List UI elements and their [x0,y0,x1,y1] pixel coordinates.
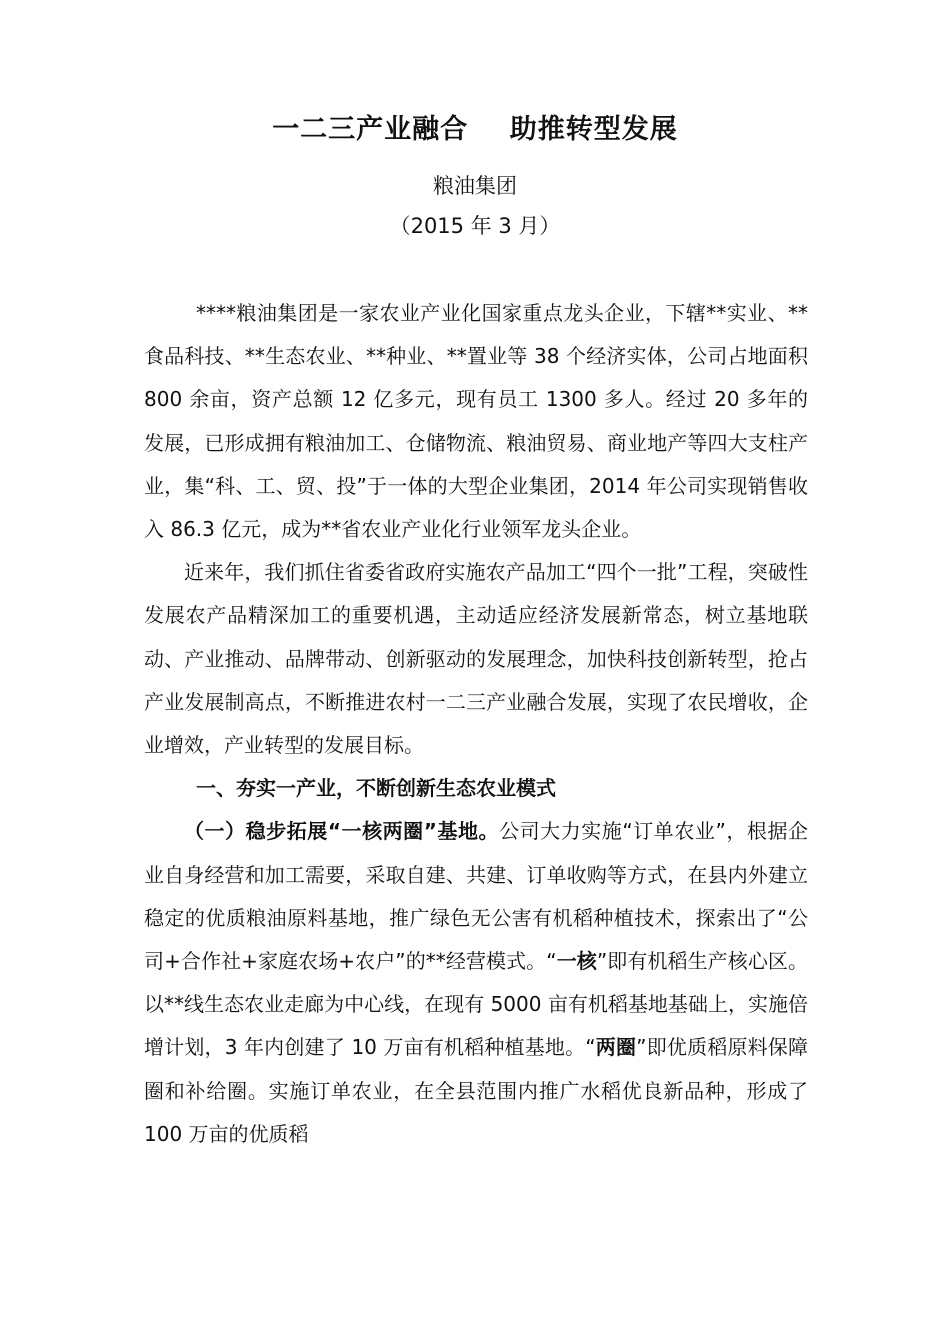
section-heading-1: 一、夯实一产业，不断创新生态农业模式 [196,776,556,801]
paragraph-intro: ****粮油集团是一家农业产业化国家重点龙头企业，下辖**实业、**食品科技、**生态农业、**种业、**置业等 38 个经济实体，公司占地面积 800 余亩，资产总额 12 亿多元，现有员工 1300 多人。经过 20 多年的发展，已形成拥有粮油加工、仓储物流、粮油贸易、商业地产等四大支柱产业，集“科、工、贸、投”于一体的大型企业集团，2014 年公司实现销售收入 86.3 亿元，成为**省农业产业化行业领军龙头企业。 [144,301,808,542]
subsection-text-1: 公司大力实施“订单农业”，根据企业自身经营和加工需要，采取自建、共建、订单收购等方式，在县内外建立稳定的优质粮油原料基地，推广绿色无公害有机稻种植技术，探索出了“公司+合作社+家庭农场+农户”的**经营模式。“ [144,819,808,974]
subsection-text-3: ”即优质稻原料保障圈和补给圈。实施订单农业，在全县范围内推广水稻优良新品种，形成了 100 万亩的优质稻 [144,1035,808,1146]
subsection-text-2: ”即有机稻生产核心区。以**线生态农业走廊为中心线，在现有 5000 亩有机稻基地基础上，实施倍增计划，3 年内创建了 10 万亩有机稻种植基地。“ [144,949,808,1060]
paragraph-recent-years: 近来年，我们抓住省委省政府实施农产品加工“四个一批”工程，突破性发展农产品精深加工的重要机遇，主动适应经济发展新常态，树立基地联动、产业推动、品牌带动、创新驱动的发展理念，加快科技创新转型，抢占产业发展制高点，不断推进农村一二三产业融合发展，实现了农民增收，企业增效，产业转型的发展目标。 [144,560,808,758]
organization-name: 粮油集团 [433,174,517,198]
bold-term-one-core: 一核 [556,949,597,974]
subsection-lead: （一）稳步拓展“一核两圈”基地。 [184,819,500,844]
document-body [144,292,808,1156]
document-title: 一二三产业融合 助推转型发展 [272,114,678,145]
document-date: （2015 年 3 月） [389,214,561,238]
bold-term-two-circles: 两圈 [595,1035,637,1060]
paragraph-subsection-1 [144,810,808,1156]
